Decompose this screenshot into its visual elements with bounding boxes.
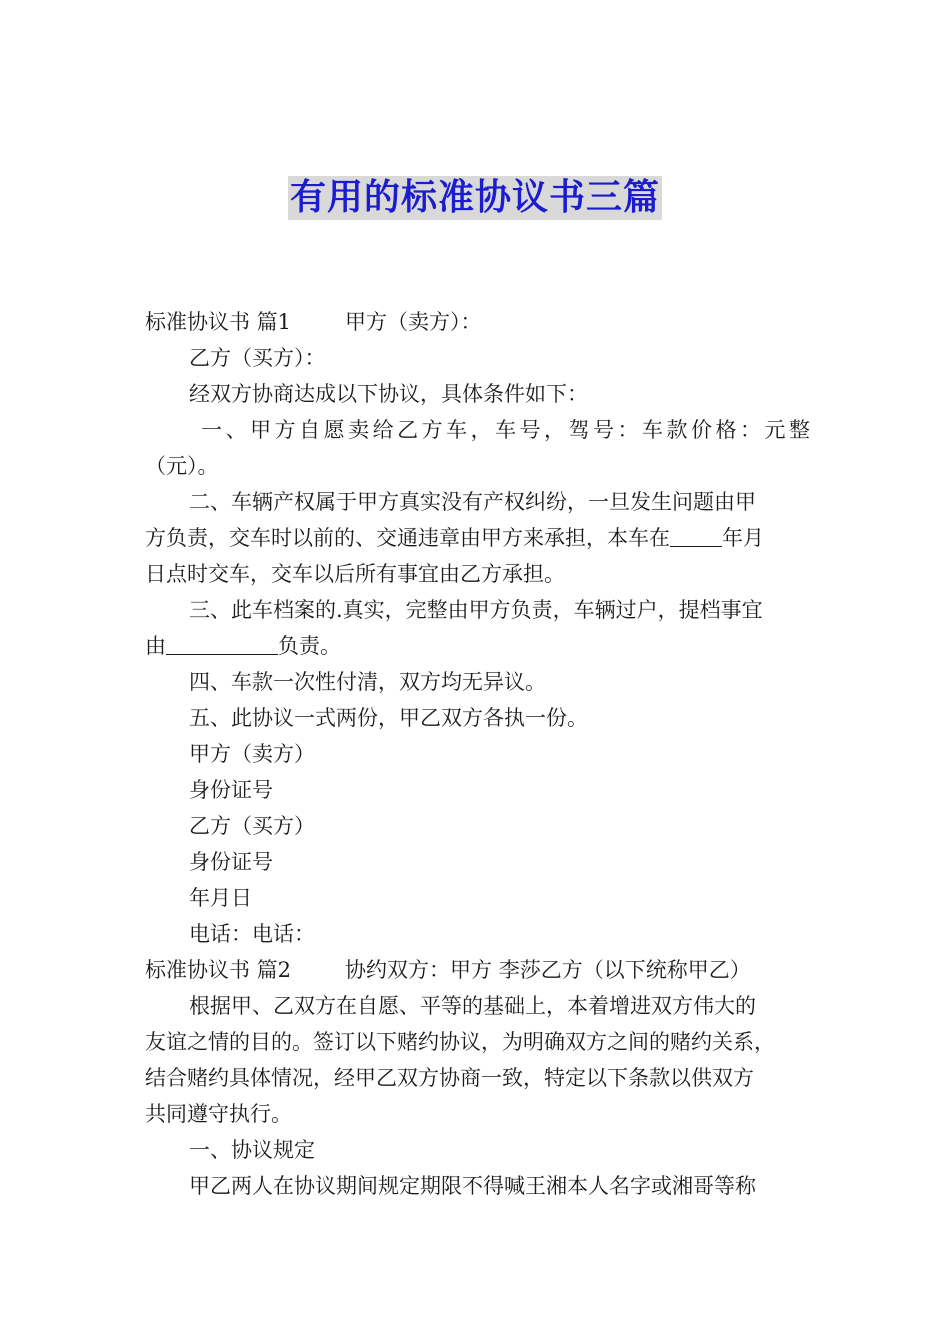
title-wrap (0, 176, 950, 220)
section1-clause3-line2 (145, 628, 810, 664)
section2-para1-line2: 友谊之情的目的。签订以下赌约协议，为明确双方之间的赌约关系， (145, 1030, 775, 1054)
section1-clause3-line2b: 负责。 (278, 634, 341, 658)
section1-id-b: 身份证号 (189, 850, 273, 874)
section1-clause1-line1: 一、甲方自愿卖给乙方车，车号，驾号：车款价格：元整 (191, 418, 810, 442)
section2-para1-line4: 共同遵守执行。 (145, 1102, 292, 1126)
section1-clause2-line2a: 方负责，交车时以前的、交通违章由甲方来承担，本车在 (145, 526, 670, 550)
section1-clause1-line2: （元）。 (145, 454, 219, 478)
section1-clause2-line1: 二、车辆产权属于甲方真实没有产权纠纷，一旦发生问题由甲 (189, 490, 756, 514)
section1-heading: 标准协议书 篇1 (145, 310, 292, 334)
section1-heading-line (145, 304, 810, 340)
section1-intro: 经双方协商达成以下协议，具体条件如下： (189, 382, 588, 406)
section2-heading-line (145, 952, 810, 988)
section1-clause5: 五、此协议一式两份，甲乙双方各执一份。 (189, 706, 588, 730)
blank-underline (166, 632, 278, 655)
section1-party-a: 甲方（卖方）： (345, 310, 482, 334)
section1-sign-b: 乙方（买方） (189, 814, 315, 838)
section1-clause3-line2a: 由 (145, 634, 166, 658)
section2-rule-heading: 一、协议规定 (189, 1138, 315, 1162)
section1-id-a: 身份证号 (189, 778, 273, 802)
section1-clause2-line2b: 年月 (722, 526, 764, 550)
section1-date: 年月日 (189, 886, 252, 910)
section1-clause4: 四、车款一次性付清，双方均无异议。 (189, 670, 546, 694)
section2-para1-line1: 根据甲、乙双方在自愿、平等的基础上，本着增进双方伟大的 (189, 994, 756, 1018)
section2-rule-line1: 甲乙两人在协议期间规定期限不得喊王湘本人名字或湘哥等称 (189, 1174, 756, 1198)
blank-underline (670, 524, 722, 547)
section1-clause2-line3: 日点时交车，交车以后所有事宜由乙方承担。 (145, 562, 565, 586)
document-body (145, 304, 810, 1204)
section2-parties: 协约双方：甲方 李莎乙方（以下统称甲乙） (345, 958, 751, 982)
section2-para1-line3: 结合赌约具体情况，经甲乙双方协商一致，特定以下条款以供双方 (145, 1066, 754, 1090)
section1-clause3-line1: 三、此车档案的.真实，完整由甲方负责，车辆过户，提档事宜 (189, 598, 763, 622)
section1-phone: 电话：电话： (189, 922, 315, 946)
section1-sign-a: 甲方（卖方） (189, 742, 315, 766)
section1-party-b: 乙方（买方）： (189, 346, 326, 370)
document-title: 有用的标准协议书三篇 (289, 177, 660, 218)
section1-clause2-line2 (145, 520, 810, 556)
section2-heading: 标准协议书 篇2 (145, 958, 292, 982)
